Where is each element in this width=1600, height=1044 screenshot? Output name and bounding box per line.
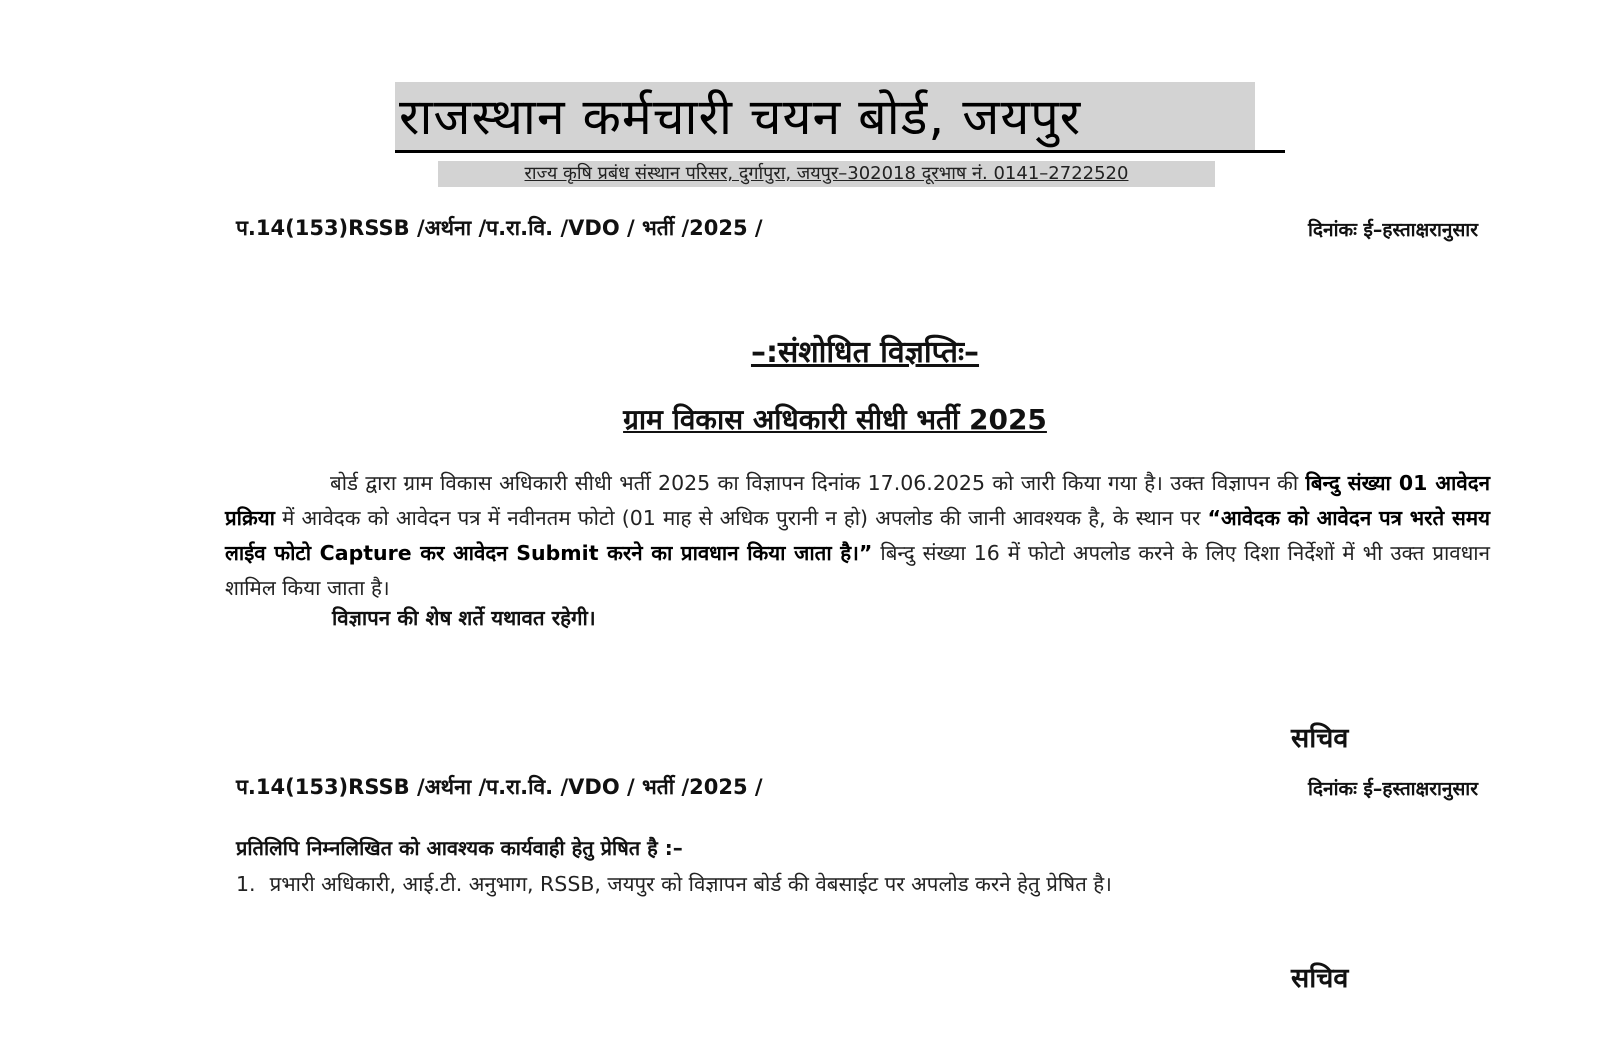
org-address: राज्य कृषि प्रबंध संस्थान परिसर, दुर्गापुरा, जयपुर–302018 दूरभाष नं. 0141–2722520 (438, 161, 1215, 187)
copy-intro: प्रतिलिपि निम्नलिखित को आवश्यक कार्यवाही हेतु प्रेषित है :– (236, 836, 683, 860)
notice-body-paragraph (225, 466, 1490, 606)
reference-number: प.14(153)RSSB /अर्थना /प.रा.वि. /VDO / भर्ती /2025 / (236, 216, 763, 240)
copy-reference-date: दिनांकः ई–हस्ताक्षरानुसार (1308, 778, 1478, 800)
notice-heading: –:संशोधित विज्ञप्तिः– (750, 335, 980, 370)
copy-list-item (236, 870, 1112, 898)
copy-item-number: 1. (236, 872, 256, 896)
notice-closing: विज्ञापन की शेष शर्ते यथावत रहेगी। (332, 606, 596, 630)
copy-reference-number: प.14(153)RSSB /अर्थना /प.रा.वि. /VDO / भर्ती /2025 / (236, 775, 763, 799)
copy-signature-secretary: सचिव (1291, 963, 1349, 994)
para-text-2: में आवेदक को आवेदन पत्र में नवीनतम फोटो (01 माह से अधिक पुरानी न हो) अपलोड की जानी आवश्यक है, के स्थान पर (274, 506, 1208, 530)
para-text-1: बोर्ड द्वारा ग्राम विकास अधिकारी सीधी भर्ती 2025 का विज्ञापन दिनांक 17.06.2025 को जारी किया गया है। उक्त विज्ञापन की (330, 471, 1306, 495)
para-bold-point-1: बिन्दु संख्या 01 आवेदन प्रक्रिया (225, 471, 1490, 530)
reference-date: दिनांकः ई–हस्ताक्षरानुसार (1308, 219, 1478, 241)
notice-subject: ग्राम विकास अधिकारी सीधी भर्ती 2025 (623, 403, 1047, 436)
para-text-3: बिन्दु संख्या 16 में फोटो अपलोड करने के लिए दिशा निर्देशों में भी उक्त प्रावधान शामिल किया जाता है। (225, 541, 1490, 600)
signature-secretary: सचिव (1291, 723, 1349, 754)
copy-item-text: प्रभारी अधिकारी, आई.टी. अनुभाग, RSSB, जयपुर को विज्ञापन बोर्ड की वेबसाईट पर अपलोड करने हेतु प्रेषित है। (269, 872, 1112, 896)
org-title: राजस्थान कर्मचारी चयन बोर्ड, जयपुर (395, 82, 1255, 152)
title-underline (395, 150, 1285, 153)
para-bold-provision: “आवेदक को आवेदन पत्र भरते समय लाईव फोटो Capture कर आवेदन Submit करने का प्रावधान किया जाता है।” (225, 506, 1491, 565)
